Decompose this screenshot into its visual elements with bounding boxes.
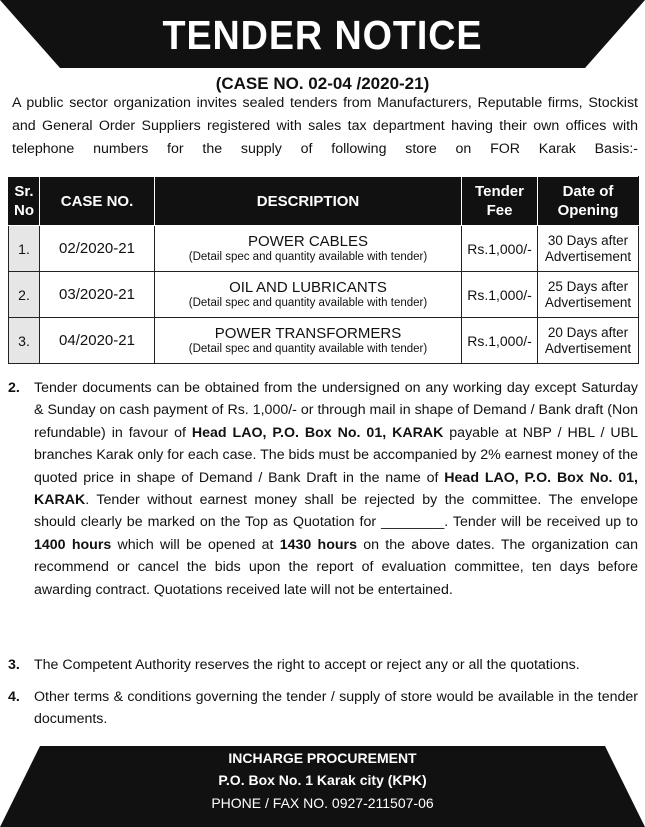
item-name: POWER CABLES [247, 233, 369, 250]
opening-ref: Advertisement [544, 340, 632, 356]
case-number-line: (CASE NO. 02-04 /2020-21) [215, 74, 430, 93]
row-opening [538, 272, 639, 318]
col-header-sr-line2: No [14, 202, 34, 219]
paragraph-number: 2. [8, 380, 20, 396]
para2-text-5: on the above dates. The organization can recommend or cancel the bids upon the report of evaluation committee, ten days before awarding contract. Quotations received late will not be entertained. [34, 536, 638, 598]
title-banner [0, 0, 645, 72]
item-detail: (Detail spec and quantity available with tender) [188, 297, 428, 309]
row-description [155, 318, 462, 364]
row-sr: 1. [9, 226, 40, 272]
para2-text-2: payable at NBP / HBL / UBL branches Karak only for each case. The bids must be accompanied by 2% earnest money of the quoted price in shape of Demand / Bank Draft in the name of [34, 424, 638, 486]
paragraph-text: Other terms & conditions governing the tender / supply of store would be available in the tender documents. [34, 689, 638, 728]
page-title: TENDER NOTICE [162, 12, 483, 58]
col-header-fee [462, 177, 538, 226]
col-header-opening-line2: Opening [557, 202, 619, 219]
col-header-opening [538, 177, 639, 226]
opening-days: 25 Days after [547, 278, 629, 294]
row-fee: Rs.1,000/- [462, 272, 538, 318]
opening-days: 20 Days after [547, 324, 629, 340]
table-header-row [9, 177, 639, 226]
tender-table [8, 176, 639, 364]
paragraph-4 [8, 686, 638, 731]
para2-text-3: . Tender without earnest money shall be rejected by the committee. The envelope should clearly be marked on the Top as Quotation for ________. Tender will be received up to [34, 492, 638, 531]
row-fee: Rs.1,000/- [462, 226, 538, 272]
paragraph-text [34, 377, 638, 601]
paragraph-3 [8, 654, 638, 676]
col-header-opening-line1: Date of [562, 183, 614, 200]
paragraph-number: 4. [8, 689, 20, 705]
paragraph-text: The Competent Authority reserves the right to accept or reject any or all the quotations. [34, 657, 580, 673]
col-header-sr-line1: Sr. [14, 183, 34, 200]
paragraph-number: 3. [8, 657, 20, 673]
opening-days: 30 Days after [547, 232, 629, 248]
row-case-no: 02/2020-21 [40, 226, 155, 272]
para2-bold-3: 1400 hours [34, 536, 112, 553]
opening-ref: Advertisement [544, 248, 632, 264]
paragraph-2 [8, 377, 638, 601]
row-description [155, 226, 462, 272]
row-opening [538, 318, 639, 364]
col-header-sr [9, 177, 40, 226]
footer-address: P.O. Box No. 1 Karak city (KPK) [218, 772, 427, 788]
para2-text-4: which will be opened at [111, 536, 280, 553]
contact-footer [0, 746, 645, 827]
item-detail: (Detail spec and quantity available with tender) [188, 343, 428, 355]
col-header-description: DESCRIPTION [155, 177, 462, 226]
footer-phone: PHONE / FAX NO. 0927-211507-06 [211, 795, 434, 811]
row-description [155, 272, 462, 318]
row-opening [538, 226, 639, 272]
col-header-case-no: CASE NO. [40, 177, 155, 226]
row-fee: Rs.1,000/- [462, 318, 538, 364]
row-sr: 3. [9, 318, 40, 364]
opening-ref: Advertisement [544, 294, 632, 310]
item-name: POWER TRANSFORMERS [214, 325, 402, 342]
para2-bold-2: Head LAO, P.O. Box No. 01, KARAK [34, 469, 638, 509]
para2-bold-1: Head LAO, P.O. Box No. 01, KARAK [191, 424, 444, 441]
table-row [9, 318, 639, 364]
row-sr: 2. [9, 272, 40, 318]
col-header-fee-line2: Fee [486, 202, 513, 219]
item-detail: (Detail spec and quantity available with tender) [188, 251, 428, 263]
row-case-no: 03/2020-21 [40, 272, 155, 318]
table-row [9, 272, 639, 318]
para2-bold-4: 1430 hours [279, 536, 357, 553]
row-case-no: 04/2020-21 [40, 318, 155, 364]
footer-office: INCHARGE PROCUREMENT [228, 750, 417, 766]
col-header-fee-line1: Tender [475, 183, 524, 200]
intro-paragraph: A public sector organization invites sealed tenders from Manufacturers, Reputable firms, Stockist and General Order Suppliers registered with sales tax department having their own offices with telephone numbers for the supply of following store on FOR Karak Basis:- [12, 95, 638, 157]
table-row [9, 226, 639, 272]
para2-text-1: Tender documents can be obtained from the undersigned on any working day except Saturday & Sunday on cash payment of Rs. 1,000/- or through mail in shape of Demand / Bank draft (Non refundable) in favour of [34, 380, 638, 441]
item-name: OIL AND LUBRICANTS [229, 279, 387, 296]
